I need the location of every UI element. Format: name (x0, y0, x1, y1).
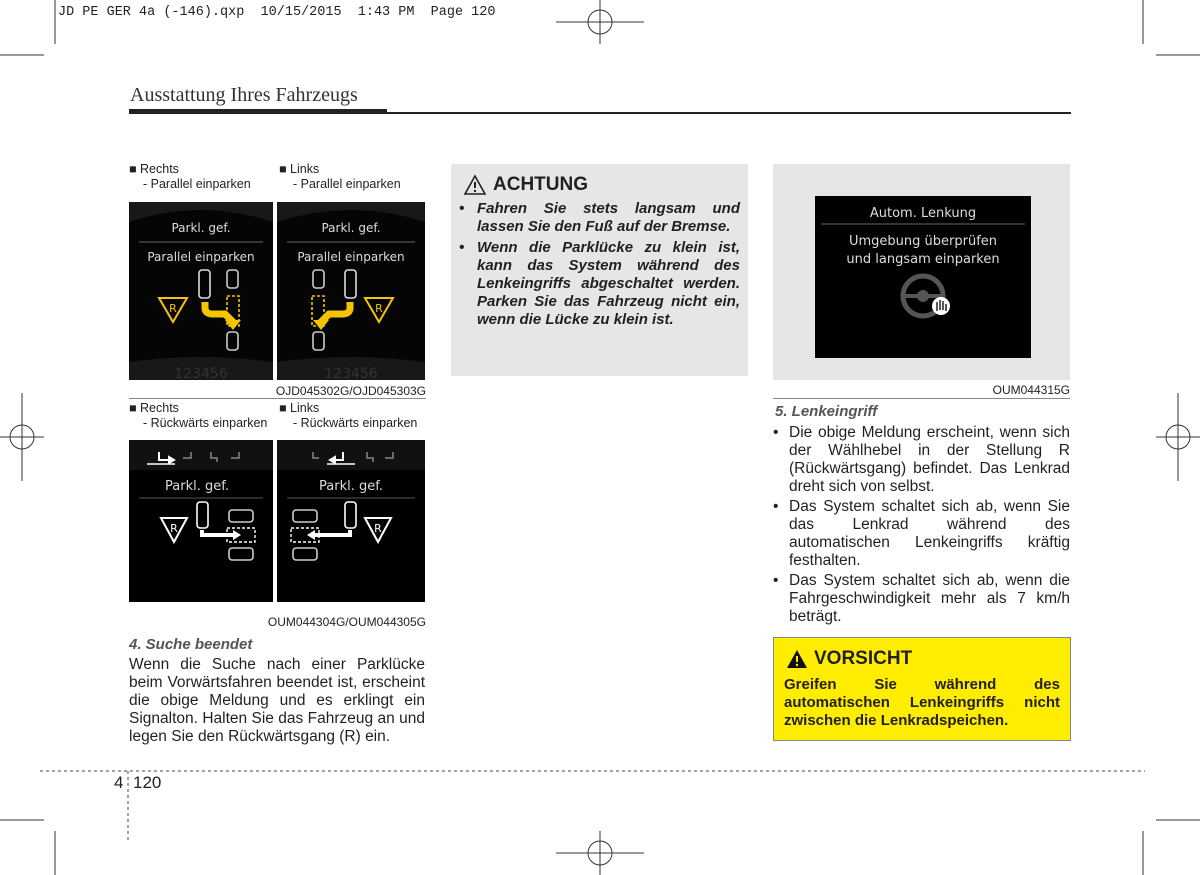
odometer: 123456 (324, 366, 378, 380)
steering-wheel-hand-icon (903, 276, 950, 316)
gear-r-label: R (170, 522, 178, 535)
fig-top-code: OJD045302G/OJD045303G (275, 384, 426, 398)
header-rule-thin (387, 112, 1071, 114)
auto-steer-line2: und langsam einparken (846, 252, 1000, 267)
vorsicht-text: Greifen Sie während des automatischen Lenkeingriffs nicht zwischen die Lenkradspeichen. (784, 676, 1060, 729)
section5-item: • Das System schaltet sich ab, wenn die Fahrgeschwindigkeit mehr als 7 km/h beträgt. (773, 572, 1070, 626)
odometer: 123456 (174, 366, 228, 380)
screen-title: Parkl. gef. (165, 479, 229, 494)
cluster-screen-reverse-right (129, 440, 273, 602)
vorsicht-title: VORSICHT (814, 648, 913, 669)
caution-triangle-icon (786, 649, 808, 669)
cluster-screen-auto-steering (815, 196, 1031, 358)
warning-triangle-icon (463, 174, 487, 196)
section5-item: • Das System schaltet sich ab, wenn Sie das Lenkrad während des automatischen Lenkeingriffs kräftig festhalten. (773, 498, 1070, 570)
figure-divider (129, 398, 426, 399)
fig-top-left-caption: ■ Rechts - Parallel einparken (129, 162, 251, 191)
screen-title: Parkl. gef. (321, 221, 381, 235)
page-header-title: Ausstattung Ihres Fahrzeugs (130, 84, 358, 106)
gear-r-label: R (375, 302, 383, 315)
figure-divider (773, 398, 1070, 399)
cluster-screen-reverse-left (277, 440, 425, 602)
fig-bottom-code: OUM044304G/OUM044305G (267, 615, 426, 629)
page-number: 120 (133, 773, 162, 792)
section4-heading: 4. Suche beendet (129, 636, 253, 653)
cluster-screen-parallel-left (277, 202, 425, 380)
achtung-item: • Wenn die Parklücke zu klein ist, kann das System während des Lenkeingriffs abgeschaltet werden. Parken Sie das Fahrzeug nicht ein, wenn die Lücke zu klein ist. (459, 239, 740, 329)
gear-r-label: R (169, 302, 177, 315)
auto-steer-title: Autom. Lenkung (869, 206, 977, 221)
section5-heading: 5. Lenkeingriff (775, 403, 878, 420)
section5-item: • Die obige Meldung erscheint, wenn sich der Wählhebel in der Stellung R (Rückwärtsgang) befindet. Das Lenkrad dreht sich von selbst. (773, 424, 1070, 496)
fig-bottom-right-caption: ■ Links - Rückwärts einparken (279, 401, 418, 430)
vorsicht-title-row (786, 648, 912, 670)
auto-steer-line1: Umgebung überprüfen (848, 234, 998, 249)
gear-r-label: R (374, 522, 382, 535)
header-rule-thick (129, 109, 387, 114)
screen-title: Parkl. gef. (171, 221, 231, 235)
section5-list (773, 424, 1070, 626)
fig-bottom-left-caption: ■ Rechts - Rückwärts einparken (129, 401, 268, 430)
fig-right-code: OUM044315G (992, 383, 1070, 397)
achtung-title: ACHTUNG (493, 174, 588, 195)
fig-right-frame (773, 164, 1070, 380)
print-info: JD PE GER 4a (-146).qxp 10/15/2015 1:43 PM Page 120 (58, 5, 496, 20)
chapter-number: 4 (114, 773, 124, 792)
vorsicht-box (773, 637, 1071, 741)
screen-subtitle: Parallel einparken (147, 250, 255, 264)
screen-title: Parkl. gef. (319, 479, 383, 494)
achtung-item: • Fahren Sie stets langsam und lassen Sie den Fuß auf der Bremse. (459, 200, 740, 236)
screen-subtitle: Parallel einparken (297, 250, 405, 264)
cluster-screen-parallel-right (129, 202, 273, 380)
achtung-title-row (463, 174, 588, 196)
section4-text: Wenn die Suche nach einer Parklücke beim Vorwärtsfahren beendet ist, erscheint die obige Meldung und es erklingt ein Signalton. Halten Sie das Fahrzeug an und legen Sie den Rückwärtsgang (R) ein. (129, 656, 425, 745)
achtung-box (451, 164, 748, 376)
fig-top-right-caption: ■ Links - Parallel einparken (279, 162, 401, 191)
